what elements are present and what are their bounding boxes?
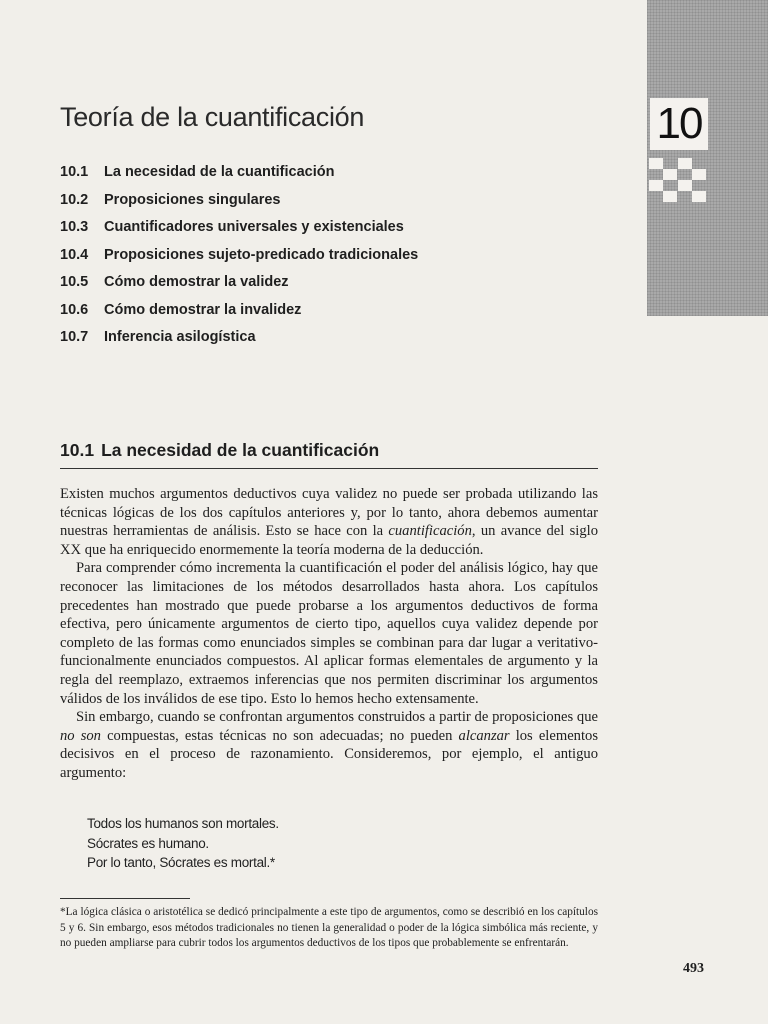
paragraph-2: Para comprender cómo incrementa la cuantificación el poder del análisis lógico, hay que reconocer las limitaciones de los métodos desarrollados hasta ahora. Los capítulos precedentes han mostrado que puede probarse a los argumentos deductivos de forma efectiva, pero únicamente argumentos de cierto tipo, aquellos cuya validez depende por completo de las formas como enunciados simples se combinan para dar lugar a veritativo-funcionalmente enunciados compuestos. Al aplicar formas elementales de argumento y la regla del reemplazo, extraemos inferencias que nos permiten discriminar los argumentos válidos de los inválidos de ese tipo. Esto lo hemos hecho extensamente. xyxy=(60,560,598,707)
body-text xyxy=(60,485,598,783)
toc-item-number: 10.7 xyxy=(60,329,89,345)
paragraph-text: , un avance del siglo XX que ha enriquecido enormemente la teoría moderna de la deducción. xyxy=(60,523,598,558)
toc-item-number: 10.2 xyxy=(60,191,89,208)
toc-item xyxy=(60,300,418,328)
section-number: 10.1 xyxy=(60,440,95,460)
emphasis: cuantificación xyxy=(388,523,472,540)
paragraph-text: compuestas, estas técnicas no son adecuadas; no pueden xyxy=(100,727,459,744)
paragraph-3 xyxy=(60,708,598,782)
toc-item xyxy=(60,162,418,190)
paragraph-text: Sin embargo, cuando se confrontan argumentos construidos a partir de proposiciones que xyxy=(76,709,598,726)
toc-item-title: La necesidad de la cuantificación xyxy=(104,164,335,180)
section-title: La necesidad de la cuantificación xyxy=(101,440,380,460)
footnote-divider xyxy=(60,898,190,899)
toc-item-title: Cómo demostrar la invalidez xyxy=(104,301,302,318)
toc-item xyxy=(60,272,418,300)
toc-item-number: 10.1 xyxy=(60,164,89,180)
toc-item-number: 10.5 xyxy=(60,274,89,290)
argument-premise: Todos los humanos son mortales. xyxy=(87,816,279,831)
section-heading xyxy=(60,440,598,469)
paragraph-1 xyxy=(60,485,598,559)
paragraph-text: los elementos decisivos en el proceso de razonamiento. Consideremos, por ejemplo, el antiguo argumento: xyxy=(60,727,598,781)
emphasis: no son xyxy=(60,727,101,744)
toc-item xyxy=(60,245,418,273)
toc-item-number: 10.6 xyxy=(60,301,89,318)
toc-item-title: Inferencia asilogística xyxy=(104,329,256,345)
paragraph-text: Existen muchos argumentos deductivos cuya validez no puede ser probada utilizando las técnicas lógicas de los dos capítulos anteriores y, por lo tanto, ahora debemos aumentar nuestras herramientas de análisis. Esto se hace con la xyxy=(60,486,598,540)
argument-premise: Sócrates es humano. xyxy=(87,835,209,851)
chapter-number: 10 xyxy=(650,98,708,150)
emphasis: alcanzar xyxy=(458,727,510,744)
toc-item-title: Cómo demostrar la validez xyxy=(104,274,289,290)
toc-item-title: Proposiciones sujeto-predicado tradicionales xyxy=(104,246,419,263)
argument-conclusion: Por lo tanto, Sócrates es mortal.* xyxy=(87,855,275,870)
page-number: 493 xyxy=(683,961,704,976)
toc-item-number: 10.3 xyxy=(60,219,89,235)
toc-item xyxy=(60,327,418,355)
chapter-tab-pattern xyxy=(649,158,707,202)
toc-item-title: Cuantificadores universales y existenciales xyxy=(104,219,404,235)
toc-item xyxy=(60,217,418,245)
chapter-title: Teoría de la cuantificación xyxy=(60,102,365,132)
chapter-contents xyxy=(60,162,418,355)
toc-item-number: 10.4 xyxy=(60,246,89,263)
example-argument xyxy=(87,814,279,873)
toc-item-title: Proposiciones singulares xyxy=(104,191,281,208)
toc-item xyxy=(60,190,418,218)
footnote: *La lógica clásica o aristotélica se dedicó principalmente a este tipo de argumentos, como se describió en los capítulos 5 y 6. Sin embargo, esos métodos tradicionales no tienen la generalidad o poder de la lógica simbólica más reciente, y no pueden ampliarse para cubrir todos los argumentos deductivos de los tipos que probablemente se enfrentarán. xyxy=(60,906,598,949)
